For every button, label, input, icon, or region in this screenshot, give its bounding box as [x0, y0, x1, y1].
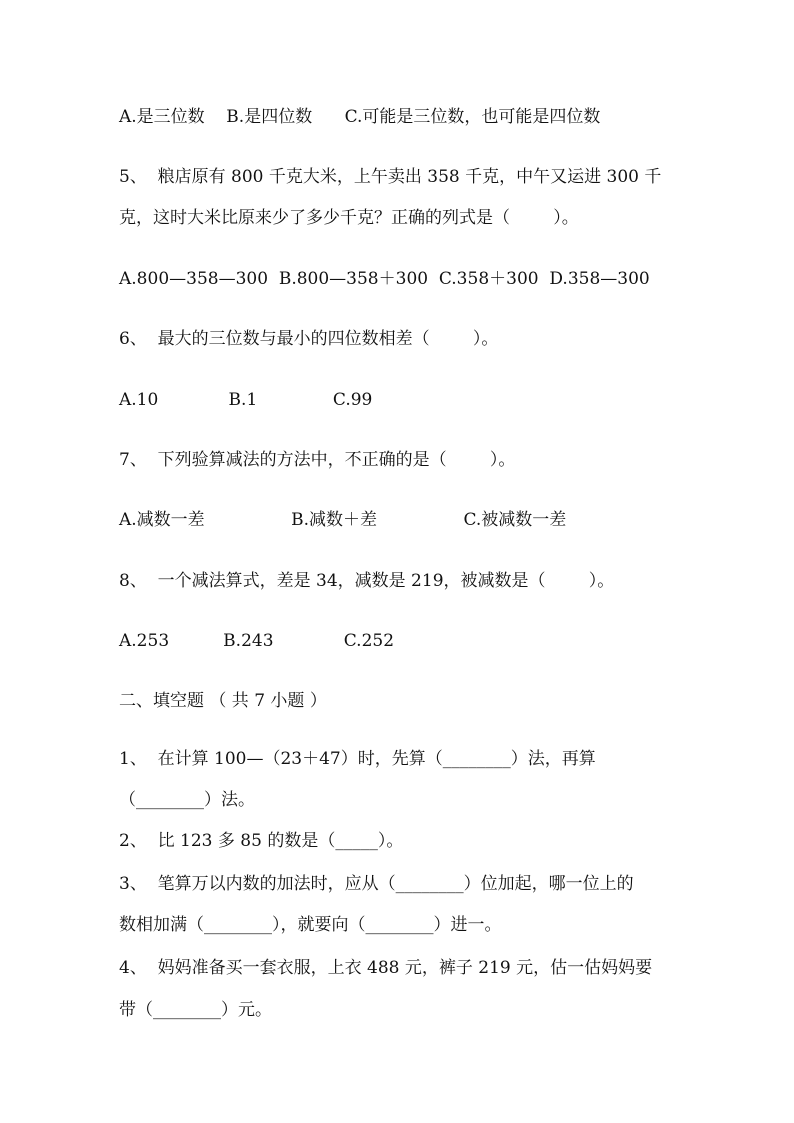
- q6-options: A.10 B.1 C.99: [119, 390, 373, 410]
- q7-text: 7、 下列验算减法的方法中，不正确的是（ ）。: [119, 450, 516, 470]
- q8-text: 8、 一个减法算式，差是 34，减数是 219，被减数是（ ）。: [119, 571, 615, 591]
- fill-q3-line2: 数相加满（________），就要向（________）进一。: [119, 915, 502, 935]
- q5-text-line1: 5、 粮店原有 800 千克大米，上午卖出 358 千克，中午又运进 300 千: [119, 167, 662, 187]
- q5-text-line2: 克，这时大米比原来少了多少千克？正确的列式是（ ）。: [119, 208, 579, 228]
- fill-q3-line1: 3、 笔算万以内数的加法时，应从（________）位加起，哪一位上的: [119, 874, 634, 894]
- fill-q2: 2、 比 123 多 85 的数是（_____）。: [119, 831, 404, 851]
- fill-q4-line1: 4、 妈妈准备买一套衣服，上衣 488 元，裤子 219 元，估一估妈妈要: [119, 958, 653, 978]
- fill-q4-line2: 带（________）元。: [119, 1000, 272, 1020]
- q6-text: 6、 最大的三位数与最小的四位数相差（ ）。: [119, 329, 499, 349]
- q5-options: A.800—358—300 B.800—358＋300 C.358＋300 D.358—300: [119, 269, 650, 289]
- section-heading-fill-blank: 二、填空题 （ 共 7 小题 ）: [119, 691, 327, 711]
- q4-options: A.是三位数 B.是四位数 C.可能是三位数，也可能是四位数: [119, 107, 601, 127]
- fill-q1-line1: 1、 在计算 100—（23＋47）时，先算（________）法，再算: [119, 749, 596, 769]
- q7-options: A.减数一差 B.减数＋差 C.被减数一差: [119, 510, 567, 530]
- fill-q1-line2: （________）法。: [119, 790, 255, 810]
- q8-options: A.253 B.243 C.252: [119, 631, 395, 651]
